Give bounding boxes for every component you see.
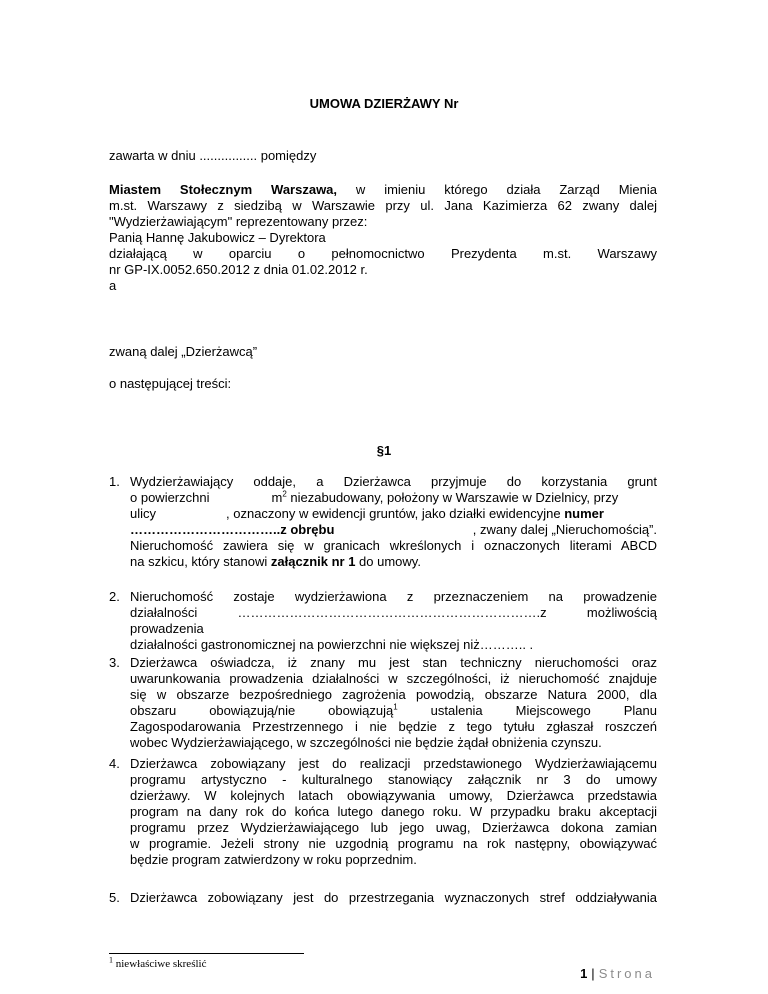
party-line-5: działającą w oparciu o pełnomocnictwo Prezydenta m.st. Warszawy [109, 246, 657, 261]
party-line-3: "Wydzierżawiającym" reprezentowany przez: [109, 214, 368, 229]
party-representative: Panią Hannę Jakubowicz – Dyrektora [109, 230, 326, 245]
party-block [109, 182, 657, 294]
party-name: Miastem Stołecznym Warszawa, [109, 182, 338, 197]
party-and: a [109, 278, 117, 293]
list-item: 4. Dzierżawca zobowiązany jest do realizacji przedstawionego Wydzierżawiającemu programu artystyczno - kulturalnego stanowiący załącznik nr 3 do umowy dzierżawy. W kolejnych latach obowiązywania umowy, Dzierżawca przedstawia program na dany rok do końca lutego danego roku. W przypadku braku akceptacji programu przez Wydzierżawiającego lub jego uwag, Dzierżawca dokona zamian w programie. Jeżeli strony nie uzgodnią programu na rok następny, obowiązywać będzie program zatwierdzony w roku poprzednim. [109, 756, 657, 867]
intro-line: zawarta w dniu ................ pomiędzy [109, 148, 317, 163]
content-intro: o następującej treści: [109, 376, 232, 391]
party-power-of-attorney: nr GP-IX.0052.650.2012 z dnia 01.02.2012 r. [109, 262, 368, 277]
footnote-divider [109, 953, 304, 954]
page-number: 1 | Strona [580, 966, 655, 981]
tenant-line: zwaną dalej „Dzierżawcą” [109, 344, 258, 359]
list-item: 1. Wydzierżawiający oddaje, a Dzierżawca przyjmuje do korzystania grunt o powierzchni $m^2$ niezabudowany, położony w Warszawie w Dzielnicy, przy ulicy , oznaczony w ewidencji gruntów, jako działki ewidencyjne numer ……………………………..z obrębu , zwany dalej „Nieruchomością”. Nieruchomość zawiera się w granicach wkreślonych i oznaczonych literami ABCD na szkicu, który stanowi załącznik nr 1 do umowy. [109, 474, 657, 569]
party-line-2: m.st. Warszawy z siedzibą w Warszawie przy ul. Jana Kazimierza 62 zwany dalej [109, 198, 657, 213]
party-line-1: Miastem Stołecznym Warszawa, w imieniu którego działa Zarząd Mienia [109, 182, 657, 197]
footnote: $^1$ niewłaściwe skreślić [109, 955, 207, 970]
document-title: UMOWA DZIERŻAWY Nr [309, 96, 459, 111]
page-label: Strona [598, 966, 655, 981]
section-heading: §1 [376, 443, 392, 458]
page-number-value: 1 [580, 966, 588, 981]
list-item: 5. Dzierżawca zobowiązany jest do przestrzegania wyznaczonych stref oddziaływania [109, 890, 657, 905]
list-item: 3. Dzierżawca oświadcza, iż znany mu jest stan techniczny nieruchomości oraz uwarunkowania prowadzenia działalności w szczególności, iż nieruchomość znajduje się w obszarze bezpośredniego zagrożenia powodzią, obszarze Natura 2000, dla obszaru obowiązują/nie obowiązują$^1$ ustalenia Miejscowego Planu Zagospodarowania Przestrzennego i nie będzie z tego tytułu zgłaszał roszczeń wobec Wydzierżawiającego, w szczególności nie będzie żądał obniżenia czynszu. [109, 655, 657, 750]
list-item: 2. Nieruchomość zostaje wydzierżawiona z przeznaczeniem na prowadzenie działalności …………………………………………………………….z możliwością prowadzenia działalności gastronomicznej na powierzchni nie większej niż……….. . [109, 589, 657, 652]
